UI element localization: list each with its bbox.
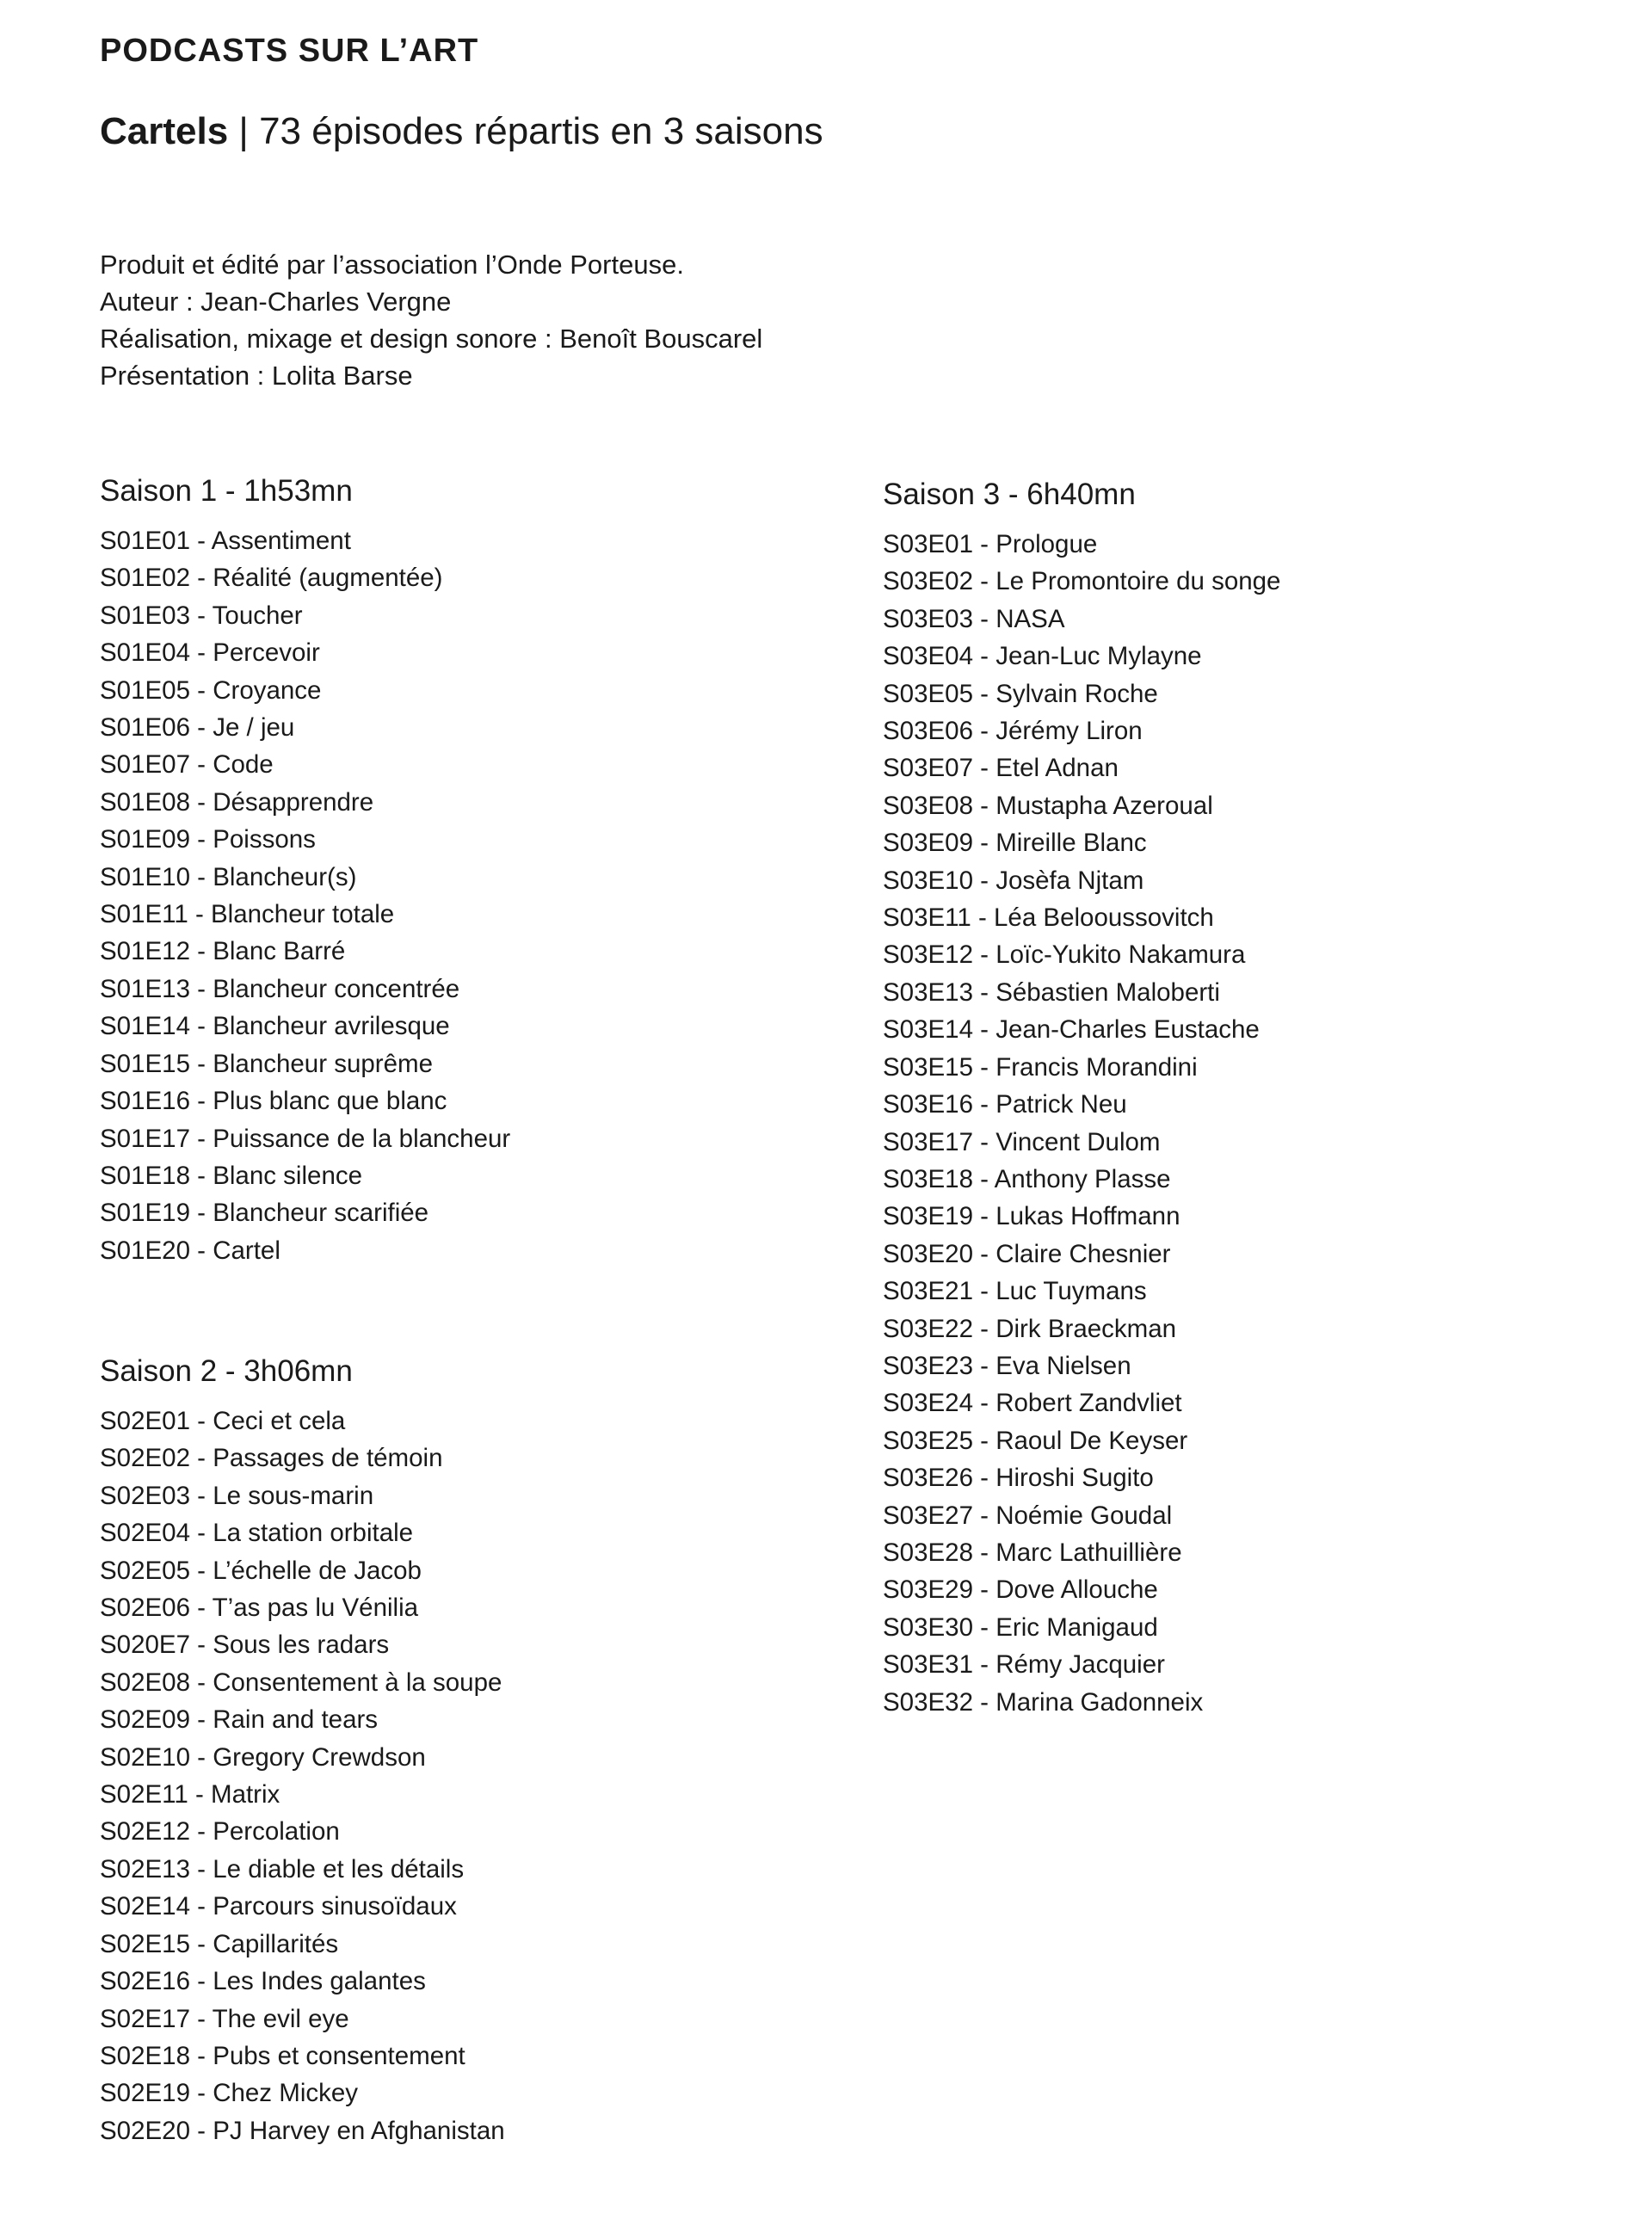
episode-item: S02E17 - The evil eye [100, 2004, 349, 2033]
season-2-block [100, 1353, 805, 2149]
season-3-heading: Saison 3 - 6h40mn [883, 478, 1136, 511]
episode-item: S03E16 - Patrick Neu [883, 1090, 1127, 1119]
episode-item: S02E11 - Matrix [100, 1780, 280, 1810]
credits-block [100, 246, 762, 394]
episode-item: S03E06 - Jérémy Liron [883, 717, 1143, 746]
episode-item: S03E28 - Marc Lathuillière [883, 1538, 1182, 1567]
episode-item: S03E18 - Anthony Plasse [883, 1164, 1171, 1193]
credit-presenter: Présentation : Lolita Barse [100, 361, 413, 391]
episode-item: S02E02 - Passages de témoin [100, 1444, 443, 1473]
season-2-episode-list [100, 1403, 805, 2149]
episode-item: S03E12 - Loïc-Yukito Nakamura [883, 940, 1246, 970]
episode-item: S03E10 - Josèfa Njtam [883, 866, 1144, 895]
episode-item: S01E20 - Cartel [100, 1236, 280, 1265]
episode-item: S02E15 - Capillarités [100, 1929, 339, 1958]
episode-item: S03E15 - Francis Morandini [883, 1052, 1198, 1082]
episode-item: S03E25 - Raoul De Keyser [883, 1426, 1188, 1455]
episode-item: S01E11 - Blancheur totale [100, 900, 395, 929]
episode-item: S01E04 - Percevoir [100, 638, 320, 668]
episode-item: S01E06 - Je / jeu [100, 713, 295, 743]
episode-item: S02E13 - Le diable et les détails [100, 1854, 465, 1883]
credit-producer: Produit et édité par l’association l’Onde Porteuse. [100, 250, 684, 280]
episode-item: S03E13 - Sébastien Maloberti [883, 977, 1220, 1007]
episode-item: S02E10 - Gregory Crewdson [100, 1742, 426, 1772]
episode-item: S01E05 - Croyance [100, 675, 322, 705]
episode-item: S03E27 - Noémie Goudal [883, 1501, 1173, 1530]
episode-item: S03E31 - Rémy Jacquier [883, 1650, 1165, 1680]
episode-item: S03E26 - Hiroshi Sugito [883, 1464, 1154, 1493]
page-title [100, 110, 823, 153]
episode-item: S03E11 - Léa Belooussovitch [883, 903, 1214, 933]
episode-item: S03E20 - Claire Chesnier [883, 1239, 1171, 1268]
episode-item: S03E19 - Lukas Hoffmann [883, 1202, 1180, 1231]
episode-item: S02E18 - Pubs et consentement [100, 2041, 465, 2070]
episode-item: S02E06 - T’as pas lu Vénilia [100, 1594, 419, 1623]
episode-item: S03E23 - Eva Nielsen [883, 1351, 1131, 1380]
season-1-episode-list [100, 522, 805, 1269]
episode-item: S03E04 - Jean-Luc Mylayne [883, 642, 1202, 671]
episode-item: S01E19 - Blancheur scarifiée [100, 1199, 429, 1228]
episode-item: S03E17 - Vincent Dulom [883, 1127, 1161, 1156]
season-1-heading: Saison 1 - 1h53mn [100, 474, 353, 508]
episode-item: S03E07 - Etel Adnan [883, 754, 1119, 783]
credit-production: Réalisation, mixage et design sonore : Benoît Bouscarel [100, 324, 763, 354]
episode-item: S02E01 - Ceci et cela [100, 1407, 346, 1435]
episode-item: S03E24 - Robert Zandvliet [883, 1389, 1182, 1418]
episode-item: S03E21 - Luc Tuymans [883, 1277, 1147, 1306]
episode-item: S02E12 - Percolation [100, 1817, 340, 1847]
episode-item: S020E7 - Sous les radars [100, 1631, 390, 1660]
episode-item: S03E03 - NASA [883, 604, 1065, 633]
episode-item: S02E03 - Le sous-marin [100, 1481, 374, 1510]
season-3-episode-list [883, 526, 1588, 1721]
episode-item: S03E09 - Mireille Blanc [883, 829, 1147, 858]
section-kicker: PODCASTS SUR L’ART [100, 33, 479, 69]
episode-item: S03E32 - Marina Gadonneix [883, 1687, 1204, 1717]
episode-item: S02E05 - L’échelle de Jacob [100, 1556, 422, 1585]
episode-item: S01E18 - Blanc silence [100, 1161, 363, 1190]
credit-author: Auteur : Jean-Charles Vergne [100, 287, 452, 317]
episode-item: S02E16 - Les Indes galantes [100, 1967, 426, 1996]
episode-item: S01E12 - Blanc Barré [100, 937, 346, 966]
episode-item: S01E17 - Puissance de la blancheur [100, 1124, 511, 1153]
episode-item: S03E01 - Prologue [883, 530, 1098, 558]
episode-item: S03E02 - Le Promontoire du songe [883, 567, 1281, 596]
season-2-heading: Saison 2 - 3h06mn [100, 1354, 353, 1388]
episode-item: S02E08 - Consentement à la soupe [100, 1668, 502, 1697]
episode-item: S01E01 - Assentiment [100, 527, 351, 555]
episode-item: S01E13 - Blancheur concentrée [100, 974, 460, 1003]
episode-item: S02E14 - Parcours sinusoïdaux [100, 1892, 457, 1921]
episode-item: S01E08 - Désapprendre [100, 787, 374, 817]
episode-item: S03E14 - Jean-Charles Eustache [883, 1015, 1260, 1045]
episode-item: S03E30 - Eric Manigaud [883, 1612, 1158, 1642]
episode-item: S02E04 - La station orbitale [100, 1519, 414, 1548]
episode-item: S01E16 - Plus blanc que blanc [100, 1087, 447, 1116]
episode-item: S03E05 - Sylvain Roche [883, 679, 1158, 708]
episode-item: S02E20 - PJ Harvey en Afghanistan [100, 2116, 505, 2145]
episode-item: S03E22 - Dirk Braeckman [883, 1314, 1177, 1343]
episode-item: S03E29 - Dove Allouche [883, 1575, 1158, 1605]
episode-item: S02E09 - Rain and tears [100, 1705, 379, 1735]
episode-item: S01E15 - Blancheur suprême [100, 1049, 434, 1078]
episode-item: S01E07 - Code [100, 750, 274, 780]
episode-item: S01E10 - Blancheur(s) [100, 862, 357, 891]
season-3-block [883, 476, 1588, 1721]
episode-summary: | 73 épisodes répartis en 3 saisons [228, 110, 823, 152]
episode-item: S02E19 - Chez Mickey [100, 2079, 359, 2108]
episode-item: S01E14 - Blancheur avrilesque [100, 1012, 450, 1041]
season-1-block [100, 472, 805, 1269]
episode-item: S01E03 - Toucher [100, 601, 303, 630]
podcast-name: Cartels [100, 110, 229, 152]
episode-item: S03E08 - Mustapha Azeroual [883, 791, 1213, 820]
episode-item: S01E09 - Poissons [100, 825, 316, 854]
episode-item: S01E02 - Réalité (augmentée) [100, 564, 443, 593]
